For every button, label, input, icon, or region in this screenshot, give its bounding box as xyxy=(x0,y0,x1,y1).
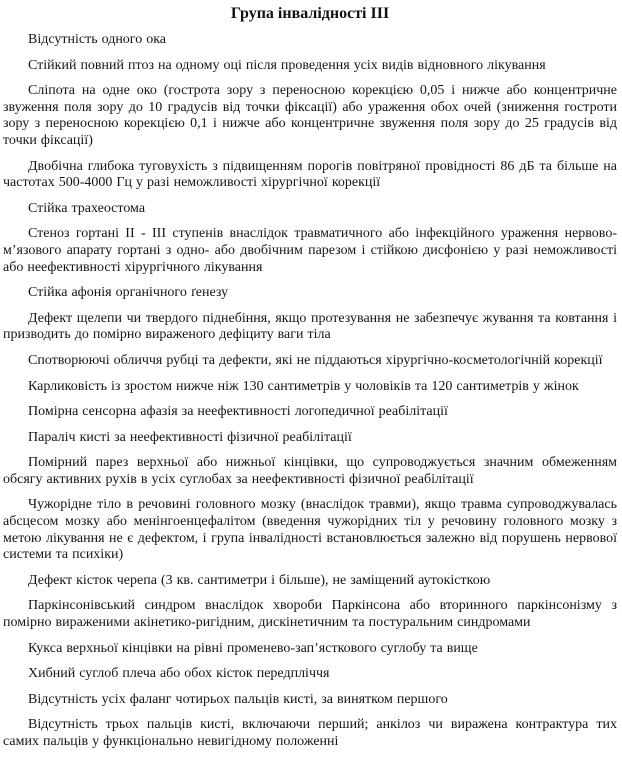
paragraph-blindness-one-eye: Сліпота на одне око (гострота зору з переносною корекцією 0,05 і нижче або концентричне звуження поля зору до 10 градусів від точки фіксації) або ураження обох очей (зниження гостроти зору з переносною корекцією 0,1 і нижче або концентричне звуження поля зору до 25 градусів від точки фіксації) xyxy=(3,83,617,148)
paragraph-upper-limb-stump: Кукса верхньої кінцівки на рівні променево-зап’ясткового суглобу та вище xyxy=(28,640,478,656)
paragraph-disfiguring-scars: Спотворюючі обличчя рубці та дефекти, які не піддаються хірургічно-косметологічній корекції xyxy=(28,352,603,368)
paragraph-skull-bone-defect: Дефект кісток черепа (3 кв. сантиметри і більше), не заміщений аутокісткою xyxy=(28,572,491,588)
paragraph-absence-three-fingers: Відсутність трьох пальців кисті, включаючи перший; анкілоз чи виражена контрактура тих самих пальців у функціонально невигідному положенні xyxy=(3,717,617,749)
paragraph-bilateral-hearing-loss: Двобічна глибока туговухість з підвищенням порогів повітряної провідності 86 дБ та більше на частотах 500-4000 Гц у разі неможливості хірургічної корекції xyxy=(3,158,617,191)
paragraph-foreign-body-brain: Чужорідне тіло в речовині головного мозку (внаслідок травми), якщо травма супроводжувалась абсцесом мозку або менінгоенцефалітом (введення чужорідних тіл у речовину головного мозку з метою лікування не є дефектом, і група інвалідності встановлюється залежно від порушень нервової системи та психіки) xyxy=(3,497,617,563)
paragraph-persistent-aphonia: Стійка афонія органічного ґенезу xyxy=(28,285,229,301)
paragraph-parkinsonian-syndrome: Паркінсонівський синдром внаслідок хвороби Паркінсона або вторинного паркінсонізму з помірно вираженими акінетико-ригідним, дискінетичним та постуральним синдромами xyxy=(3,598,617,631)
paragraph-jaw-palate-defect: Дефект щелепи чи твердого піднебіння, якщо протезування не забезпечує жування та ковтання і призводить до помірно вираженого дефіциту ваги тіла xyxy=(3,310,617,343)
page-title: Група інвалідності III xyxy=(230,5,390,22)
paragraph-laryngeal-stenosis: Стеноз гортані II - III ступенів внаслідок травматичного або інфекційного ураження нервово-м’язового апарату гортані з одно- або двобічним парезом і стійкою дисфонією у разі неможливості або неефективності хірургічного лікування xyxy=(3,226,617,275)
paragraph-absence-phalanges: Відсутність усіх фаланг чотирьох пальців кисті, за винятком першого xyxy=(28,691,448,707)
paragraph-absence-of-one-eye: Відсутність одного ока xyxy=(28,32,167,47)
paragraph-moderate-paresis: Помірний парез верхньої або нижньої кінцівки, що супроводжується значним обмеженням обсягу активних рухів в усіх суглобах за неефективності фізичної реабілітації xyxy=(3,455,617,487)
paragraph-sensory-aphasia: Помірна сенсорна афазія за неефективності логопедичної реабілітації xyxy=(28,404,448,420)
paragraph-persistent-ptosis: Стійкий повний птоз на одному оці після проведення усіх видів відновного лікування xyxy=(28,57,546,73)
paragraph-false-joint: Хибний суглоб плеча або обох кісток передпліччя xyxy=(28,666,330,682)
paragraph-persistent-tracheostomy: Стійка трахеостома xyxy=(28,200,146,216)
paragraph-hand-paralysis: Параліч кисті за неефективності фізичної реабілітації xyxy=(28,429,352,445)
paragraph-dwarfism: Карликовість із зростом нижче ніж 130 сантиметрів у чоловіків та 120 сантиметрів у жінок xyxy=(28,378,579,394)
paragraph-list xyxy=(3,32,617,751)
